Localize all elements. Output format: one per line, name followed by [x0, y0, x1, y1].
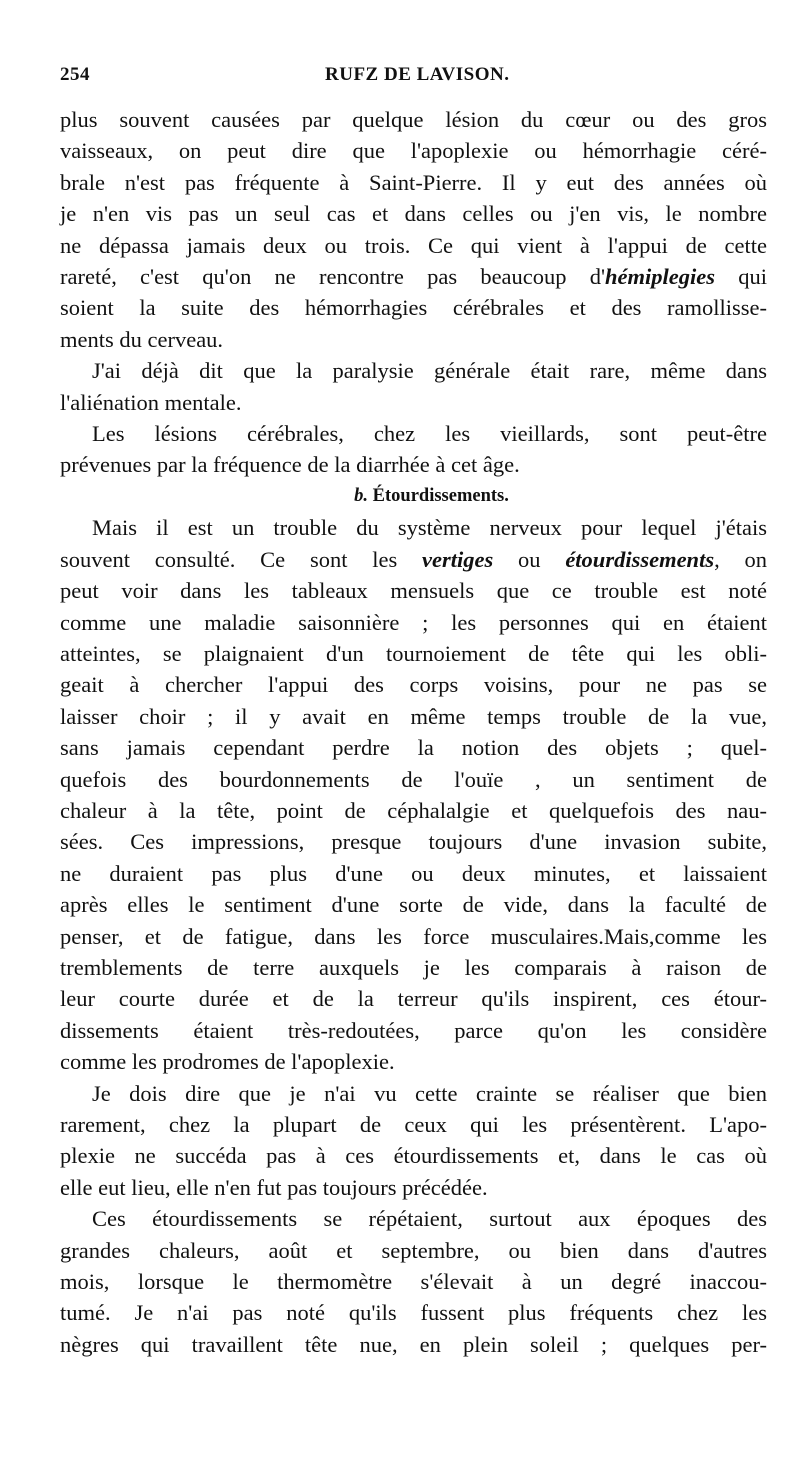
- text-line: prévenues par la fréquence de la diarrhée à cet âge.: [60, 452, 520, 478]
- text-run: , on: [714, 546, 767, 572]
- text-run: qui: [715, 264, 767, 290]
- text-line: grandes chaleurs, août et septembre, ou bien dans d'autres: [60, 1237, 767, 1263]
- text-line: sans jamais cependant perdre la notion des objets ; quel-: [60, 735, 767, 761]
- text-line: plexie ne succéda pas à ces étourdissements et, dans le cas où: [60, 1143, 767, 1169]
- text-line: laisser choir ; il y avait en même temps trouble de la vue,: [60, 703, 767, 729]
- text-line: atteintes, se plaignaient d'un tournoiement de tête qui les obli-: [60, 640, 767, 666]
- text-line: rarement, chez la plupart de ceux qui les présentèrent. L'apo-: [60, 1112, 767, 1137]
- text-line: tumé. Je n'ai pas noté qu'ils fussent plus fréquents chez les: [60, 1300, 767, 1326]
- text-line: leur courte durée et de la terreur qu'ils inspirent, ces étour-: [60, 986, 767, 1012]
- text-line: mois, lorsque le thermomètre s'élevait à un degré inaccou-: [60, 1269, 767, 1295]
- text-line: plus souvent causées par quelque lésion du cœur ou des gros: [60, 107, 767, 132]
- paragraph-1: [60, 104, 767, 355]
- paragraph-4: [60, 512, 767, 1077]
- text-line: soient la suite des hémorrhagies cérébrales et des ramollisse-: [60, 295, 767, 321]
- text-line: comme les prodromes de l'apoplexie.: [60, 1049, 395, 1075]
- text-line: après elles le sentiment d'une sorte de vide, dans la faculté de: [60, 892, 767, 918]
- text-line: brale n'est pas fréquente à Saint-Pierre. Il y eut des années où: [60, 169, 767, 195]
- text-run: rareté, c'est qu'on ne rencontre pas beaucoup d': [60, 264, 606, 290]
- section-heading-text: Étourdissements.: [372, 485, 509, 506]
- text-line: quefois des bourdonnements de l'ouïe , un sentiment de: [60, 766, 767, 792]
- text-line: ments du cerveau.: [60, 326, 224, 352]
- text-line: comme une maladie saisonnière ; les personnes qui en étaient: [60, 609, 767, 635]
- running-head: [60, 64, 760, 92]
- text-line: je n'en vis pas un seul cas et dans celles ou j'en vis, le nombre: [60, 201, 767, 227]
- page-number: 254: [60, 64, 90, 85]
- text-line: dissements étaient très-redoutées, parce qu'on les considère: [60, 1017, 767, 1043]
- text-line: sées. Ces impressions, presque toujours d'une invasion subite,: [60, 829, 767, 855]
- text-run: souvent consulté. Ce sont les: [60, 546, 423, 572]
- text-line: geait à chercher l'appui des corps voisins, pour ne pas se: [60, 672, 767, 698]
- paragraph-3: [60, 418, 767, 481]
- text-line: penser, et de fatigue, dans les force musculaires.Mais,comme les: [60, 923, 767, 949]
- italic-term: étourdissements: [565, 546, 715, 572]
- italic-term: vertiges: [422, 546, 494, 572]
- text-line-mixed: [60, 261, 767, 292]
- section-heading-letter: b.: [354, 485, 369, 506]
- text-line: ne duraient pas plus d'une ou deux minutes, et laissaient: [60, 860, 767, 886]
- text-line: tremblements de terre auxquels je les comparais à raison de: [60, 954, 767, 980]
- text-line: J'ai déjà dit que la paralysie générale était rare, même dans: [92, 358, 767, 384]
- text-line: Ces étourdissements se répétaient, surtout aux époques des: [92, 1206, 767, 1232]
- paragraph-6: [60, 1203, 767, 1360]
- text-line: Je dois dire que je n'ai vu cette crainte se réaliser que bien: [92, 1080, 767, 1106]
- text-line: nègres qui travaillent tête nue, en plein soleil ; quelques per-: [60, 1331, 767, 1357]
- text-line: vaisseaux, on peut dire que l'apoplexie ou hémorrhagie céré-: [60, 138, 767, 164]
- section-heading: [60, 481, 767, 512]
- text-line: ne dépassa jamais deux ou trois. Ce qui vient à l'appui de cette: [60, 232, 767, 258]
- running-head-title: RUFZ DE LAVISON.: [325, 64, 510, 85]
- text-line: chaleur à la tête, point de céphalalgie et quelquefois des nau-: [60, 797, 767, 823]
- italic-term: hémiplegies: [605, 264, 716, 290]
- text-line: elle eut lieu, elle n'en fut pas toujours précédée.: [60, 1174, 488, 1200]
- text-line: Les lésions cérébrales, chez les vieillards, sont peut-être: [92, 421, 767, 447]
- body-text: [60, 104, 767, 1360]
- text-run: ou: [493, 546, 566, 572]
- text-line: peut voir dans les tableaux mensuels que ce trouble est noté: [60, 578, 767, 604]
- text-line: Mais il est un trouble du système nerveux pour lequel j'étais: [92, 515, 767, 541]
- text-line-mixed: [60, 544, 767, 575]
- paragraph-2: [60, 355, 767, 418]
- text-line: l'aliénation mentale.: [60, 389, 242, 415]
- paragraph-5: [60, 1078, 767, 1204]
